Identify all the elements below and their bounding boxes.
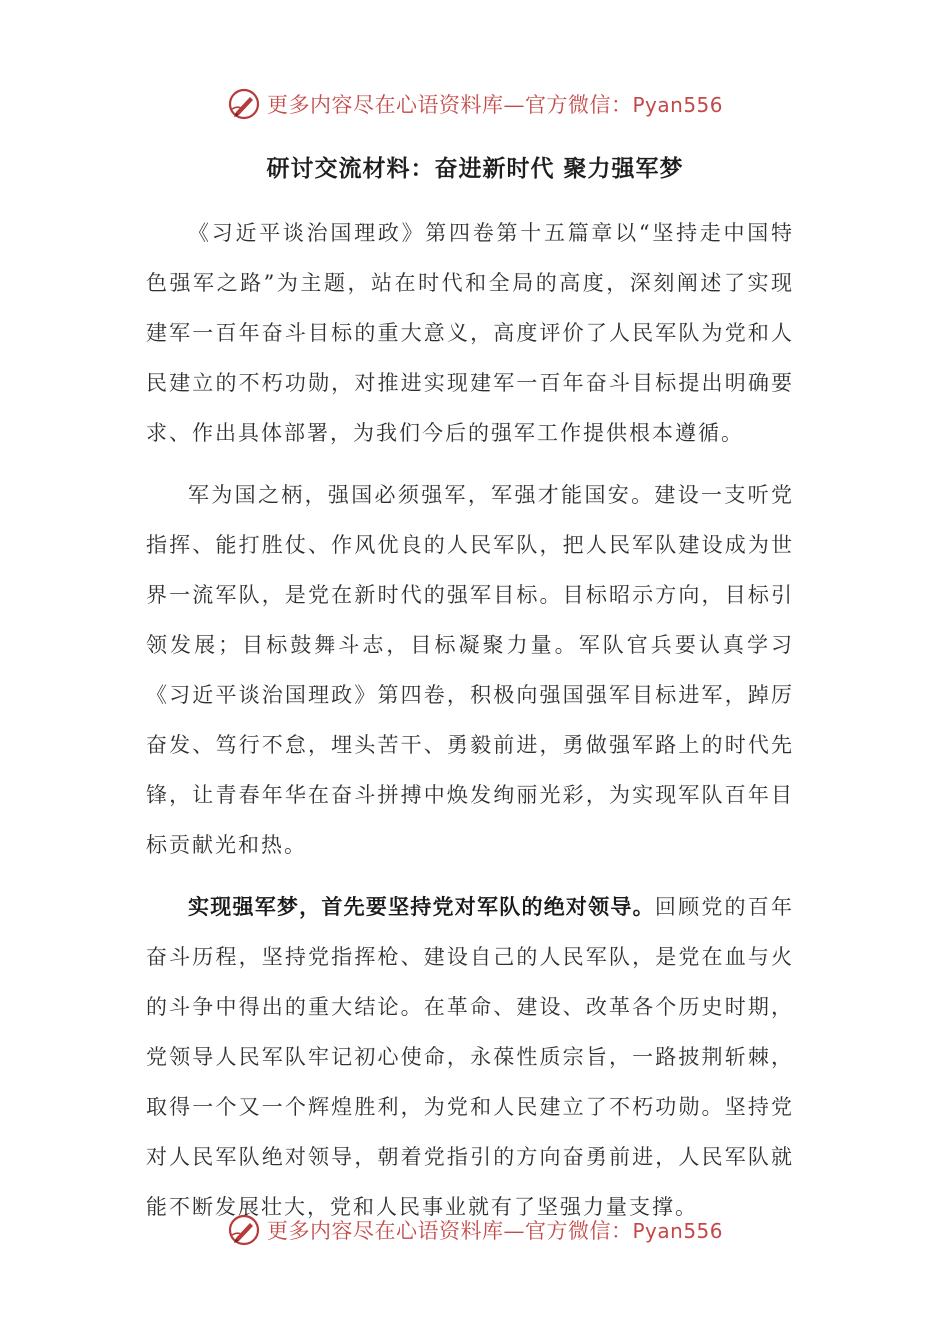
paragraph-2 bbox=[146, 470, 794, 870]
header-watermark bbox=[0, 84, 950, 124]
paragraph-1 bbox=[146, 208, 794, 458]
footer-watermark bbox=[0, 1210, 950, 1250]
watermark-label: 更多内容尽在心语资料库—官方微信： bbox=[266, 93, 633, 117]
watermark-text bbox=[267, 1215, 723, 1245]
paragraph-text: 回顾党的百年奋斗历程，坚持党指挥枪、建设自己的人民军队，是党在血与火的斗争中得出的重大结论。在革命、建设、改革各个历史时期，党领导人民军队牢记初心使命，永葆性质宗旨，一路披荆斩棘，取得一个又一个辉煌胜利，为党和人民建立了不朽功勋。坚持党对人民军队绝对领导，朝着党指引的方向奋勇前进，人民军队就能不断发展壮大，党和人民事业就有了坚强力量支撑。 bbox=[146, 895, 795, 1219]
pen-logo-icon bbox=[227, 1213, 261, 1247]
watermark-handle: Pyan556 bbox=[632, 1219, 723, 1243]
pen-logo-icon bbox=[227, 87, 261, 121]
paragraph-text: 《习近平谈治国理政》第四卷第十五篇章以“坚持走中国特色强军之路”为主题，站在时代和全局的高度，深刻阐述了实现建军一百年奋斗目标的重大意义，高度评价了人民军队为党和人民建立的不朽功勋，对推进实现建军一百年奋斗目标提出明确要求、作出具体部署，为我们今后的强军工作提供根本遵循。 bbox=[146, 221, 794, 445]
paragraph-text: 军为国之柄，强国必须强军，军强才能国安。建设一支听党指挥、能打胜仗、作风优良的人民军队，把人民军队建设成为世界一流军队，是党在新时代的强军目标。目标昭示方向，目标引领发展；目标鼓舞斗志，目标凝聚力量。军队官兵要认真学习《习近平谈治国理政》第四卷，积极向强国强军目标进军，踔厉奋发、笃行不怠，埋头苦干、勇毅前进，勇做强军路上的时代先锋，让青春年华在奋斗拼搏中焕发绚丽光彩，为实现军队百年目标贡献光和热。 bbox=[146, 483, 794, 857]
document-title: 研讨交流材料：奋进新时代 聚力强军梦 bbox=[266, 156, 684, 182]
watermark-text bbox=[267, 89, 723, 119]
document-body bbox=[146, 208, 794, 1244]
watermark-handle: Pyan556 bbox=[632, 93, 723, 117]
paragraph-3 bbox=[146, 882, 794, 1232]
paragraph-lead: 实现强军梦，首先要坚持党对军队的绝对领导。 bbox=[188, 895, 655, 919]
watermark-label: 更多内容尽在心语资料库—官方微信： bbox=[266, 1219, 633, 1243]
